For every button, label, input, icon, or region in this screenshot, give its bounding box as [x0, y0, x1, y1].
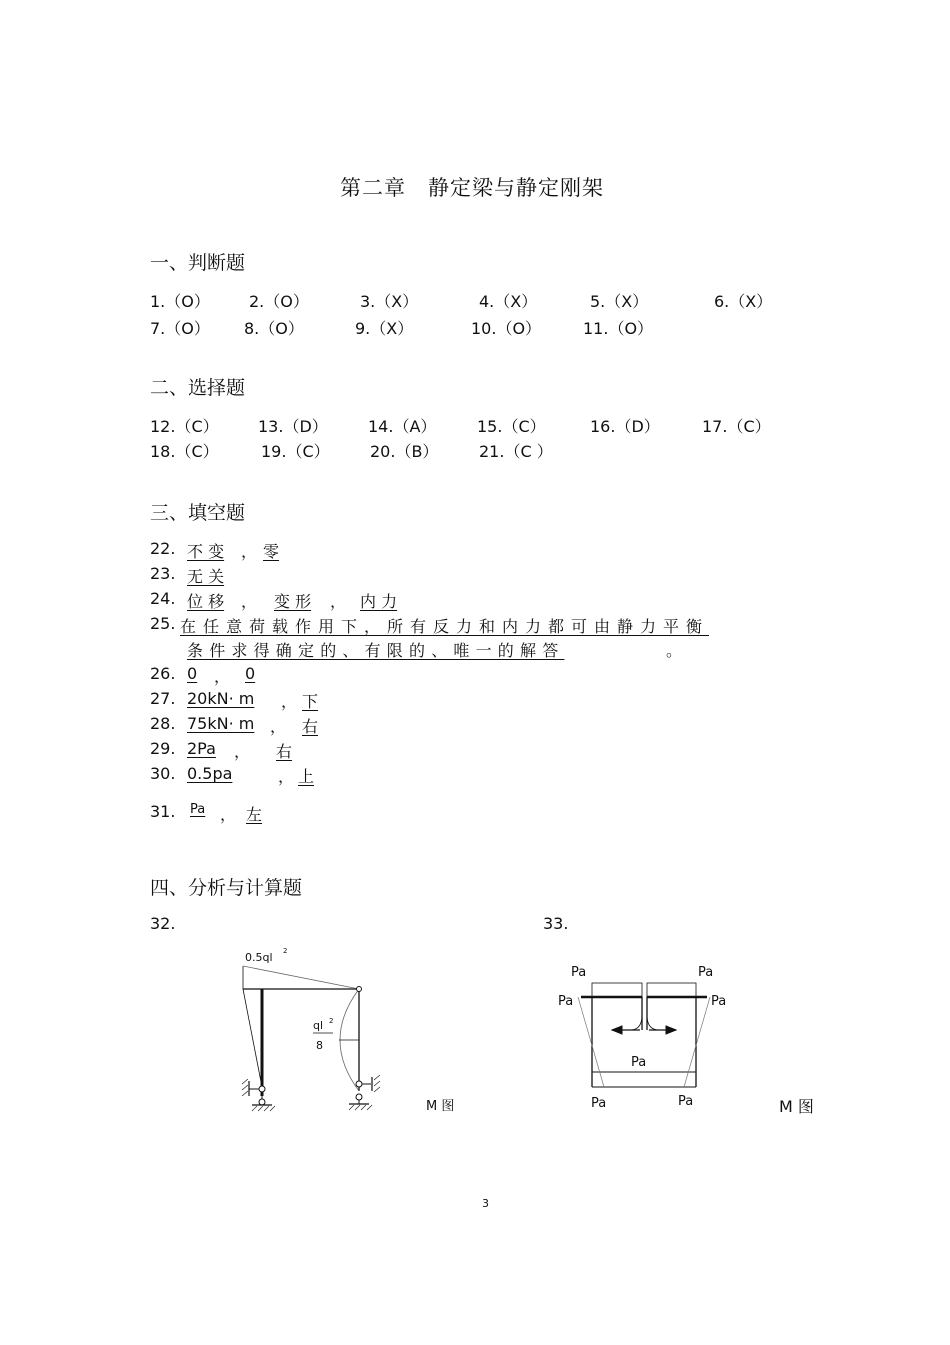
fill-separator: ， — [214, 667, 231, 686]
section-heading-choice: 二、选择题 — [150, 377, 246, 399]
fill-separator: ， — [234, 742, 251, 761]
section-heading-calc: 四、分析与计算题 — [150, 877, 303, 899]
fill-number: 29. — [150, 739, 176, 758]
fill-answer: 条件求得确定的、有限的、唯一的解答 — [187, 641, 565, 660]
judge-answer: 4.（X） — [479, 292, 538, 311]
fill-number: 28. — [150, 714, 176, 733]
fill-answer: 无 关 — [187, 567, 225, 586]
fill-answer: 右 — [302, 717, 319, 736]
judge-answer: 1.（O） — [150, 292, 210, 311]
choice-answer: 21.（C ） — [479, 442, 553, 461]
moment-label: Pa — [591, 1096, 607, 1111]
fill-separator: ， — [241, 542, 258, 561]
choice-answer: 18.（C） — [150, 442, 219, 461]
page-number: 3 — [482, 1197, 489, 1210]
figure-caption-33: M 图 — [779, 1097, 814, 1116]
judge-answer: 10.（O） — [471, 319, 542, 338]
choice-answer: 15.（C） — [477, 417, 546, 436]
fill-answer: 75kN· m — [187, 714, 255, 733]
figure-number-32: 32. — [150, 914, 176, 933]
moment-label-mid-denominator: 8 — [316, 1039, 323, 1052]
moment-label: Pa — [558, 994, 574, 1009]
fill-answer: 20kN· m — [187, 689, 255, 708]
fill-number: 31. — [150, 802, 176, 821]
fill-separator: ， — [220, 805, 237, 824]
judge-answer: 6.（X） — [714, 292, 773, 311]
figure-caption-32: M 图 — [426, 1099, 455, 1114]
fill-answer: 0.5pa — [187, 764, 233, 783]
fill-answer: 右 — [276, 742, 293, 761]
judge-answer: 3.（X） — [360, 292, 419, 311]
choice-answer: 12.（C） — [150, 417, 219, 436]
fill-answer: 2Pa — [187, 739, 216, 758]
fill-answer: 在任意荷载作用下，所有反力和内力都可由静力平衡 — [180, 617, 710, 636]
page-title: 第二章 静定梁与静定刚架 — [340, 176, 604, 200]
fill-answer: 变 形 — [274, 592, 312, 611]
judge-answer: 7.（O） — [150, 319, 210, 338]
choice-answer: 14.（A） — [368, 417, 437, 436]
judge-answer: 11.（O） — [583, 319, 654, 338]
fill-separator: ， — [278, 767, 295, 786]
moment-label: Pa — [698, 965, 714, 980]
section-heading-judge: 一、判断题 — [150, 252, 246, 274]
moment-label-mid-numerator: ql — [313, 1019, 324, 1032]
judge-answer: 2.（O） — [249, 292, 309, 311]
figure-number-33: 33. — [543, 914, 569, 933]
judge-answer: 9.（X） — [355, 319, 414, 338]
fill-answer: 0 — [245, 664, 256, 683]
fill-answer: 位 移 — [187, 592, 225, 611]
fill-separator: ， — [241, 592, 258, 611]
moment-label: Pa — [711, 994, 727, 1009]
judge-answer: 5.（X） — [590, 292, 649, 311]
moment-label-top: 0.5ql — [245, 951, 273, 964]
fill-answer: 零 — [263, 542, 280, 561]
moment-label: Pa — [678, 1094, 694, 1109]
choice-answer: 17.（C） — [702, 417, 771, 436]
choice-answer: 19.（C） — [261, 442, 330, 461]
fill-number: 30. — [150, 764, 176, 783]
fill-separator: ， — [330, 592, 347, 611]
fill-number: 25. — [150, 614, 176, 633]
fill-answer: 下 — [302, 692, 319, 711]
fill-separator: ， — [270, 717, 287, 736]
fill-number: 27. — [150, 689, 176, 708]
choice-answer: 20.（B） — [370, 442, 439, 461]
fill-answer: 内 力 — [360, 592, 398, 611]
fill-number: 24. — [150, 589, 176, 608]
fill-answer: 上 — [298, 767, 315, 786]
fill-end-mark: 。 — [666, 641, 683, 660]
section-heading-fill: 三、填空题 — [150, 502, 246, 524]
fill-number: 26. — [150, 664, 176, 683]
fill-answer: 左 — [246, 805, 263, 824]
fill-answer: 0 — [187, 664, 198, 683]
fill-separator: ， — [281, 692, 298, 711]
fill-answer: 不 变 — [187, 542, 225, 561]
fill-number: 23. — [150, 564, 176, 583]
moment-label-top-exponent: 2 — [283, 947, 288, 955]
moment-diagram-33 — [578, 983, 710, 1087]
choice-answer: 16.（D） — [590, 417, 660, 436]
fill-answer: Pa — [190, 802, 206, 817]
judge-answer: 8.（O） — [244, 319, 304, 338]
moment-label: Pa — [571, 965, 587, 980]
moment-label: Pa — [631, 1055, 647, 1070]
choice-answer: 13.（D） — [258, 417, 328, 436]
moment-label-mid-exponent: 2 — [329, 1017, 334, 1025]
fill-number: 22. — [150, 539, 176, 558]
